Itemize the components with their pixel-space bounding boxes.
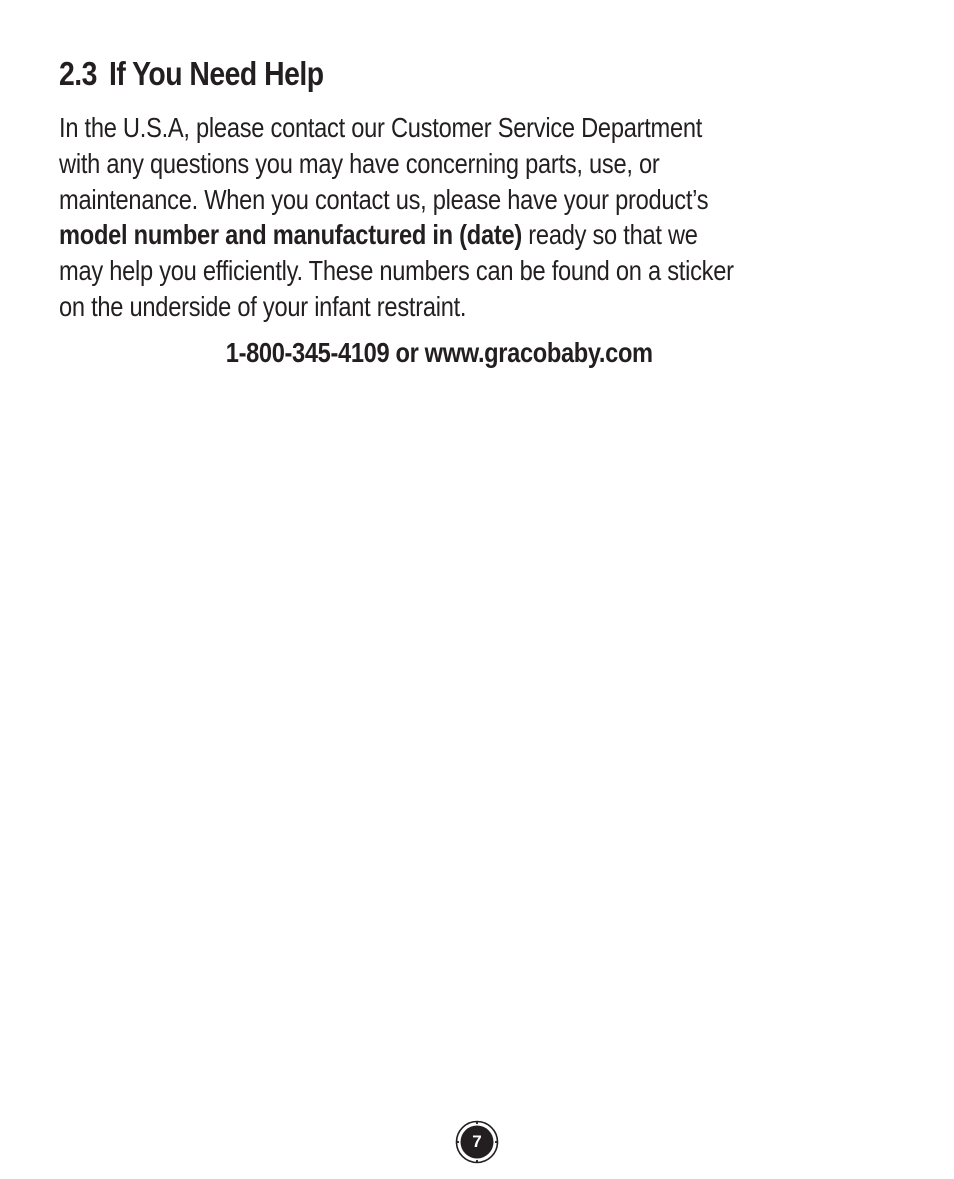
model-number-emphasis: model number and manufactured in (date) <box>59 219 522 251</box>
paragraph-line: with any questions you may have concerning parts, use, or <box>59 147 660 179</box>
contact-info <box>0 334 954 372</box>
paragraph-line: maintenance. When you contact us, please have your product’s <box>59 183 709 215</box>
paragraph-line: In the U.S.A, please contact our Customer Service Department <box>59 112 703 143</box>
section-heading <box>59 52 324 96</box>
section-title: If You Need Help <box>108 55 324 92</box>
paragraph-line-rest: ready so that we <box>521 219 698 251</box>
page-number-badge <box>455 1120 499 1164</box>
paragraph-line <box>59 217 816 253</box>
paragraph-line: on the underside of your infant restraint. <box>59 290 467 322</box>
section-number: 2.3 <box>59 55 97 92</box>
paragraph-line: may help you efficiently. These numbers can be found on a sticker <box>59 255 734 287</box>
contact-text: 1-800-345-4109 or www.gracobaby.com <box>225 337 653 368</box>
help-paragraph <box>59 110 816 325</box>
page-number: 7 <box>472 1132 482 1151</box>
